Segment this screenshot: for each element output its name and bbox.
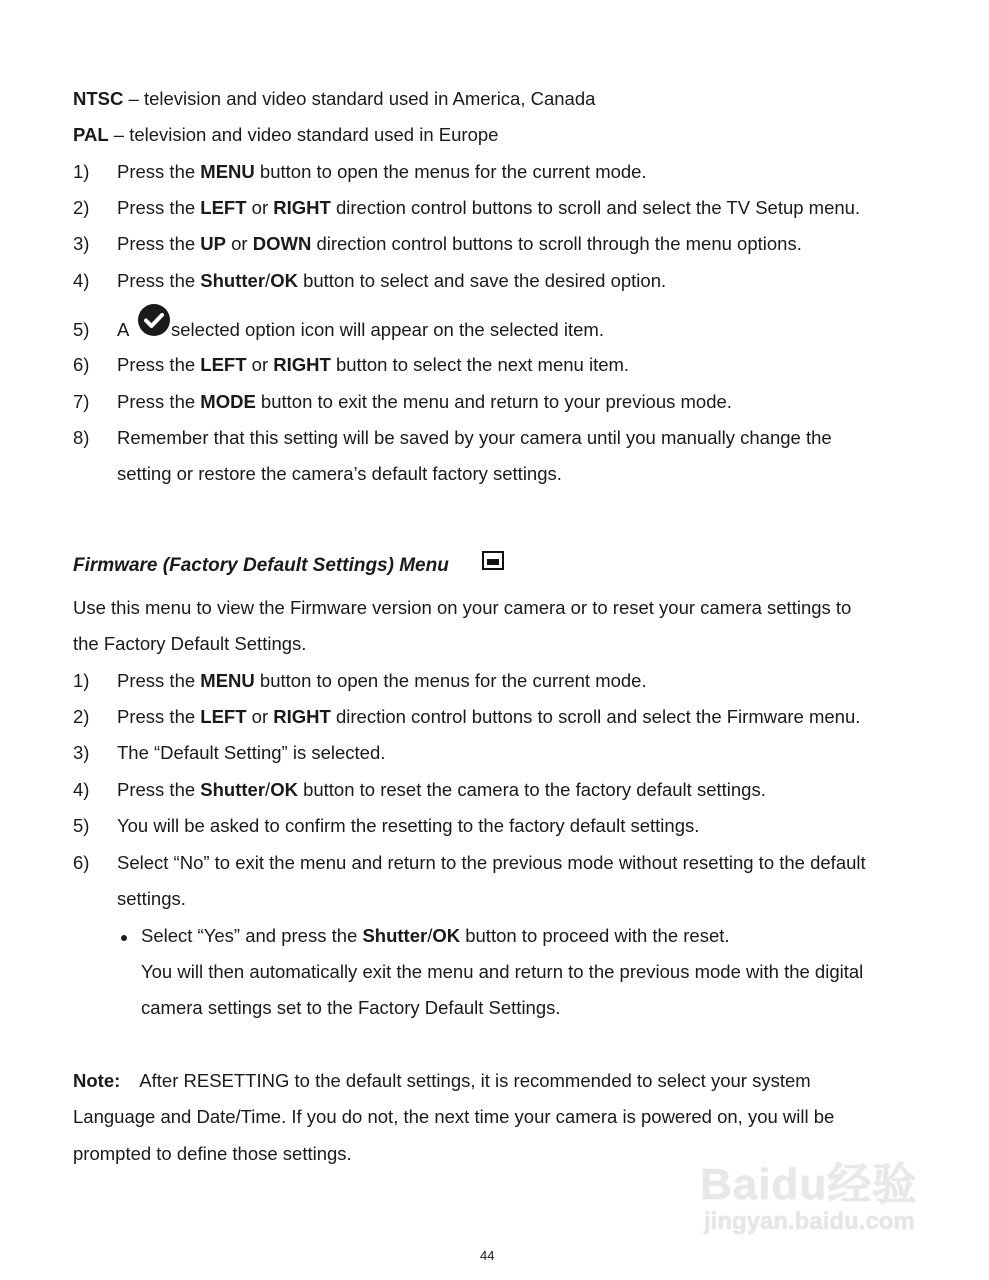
bullet-icon [121,935,127,941]
firmware-menu-icon [482,551,504,570]
firmware-intro-line-2: the Factory Default Settings. [73,633,307,654]
step-text [117,233,802,255]
text: Press the [117,391,201,412]
text: or [246,197,274,218]
note-line-3: prompted to define those settings. [73,1143,352,1164]
step-text: You will be asked to confirm the resetting to the factory default settings. [117,815,700,836]
ok-key: OK [432,925,461,946]
right-key: RIGHT [273,706,331,727]
step-text [117,270,666,292]
step-text: Select “No” to exit the menu and return to the previous mode without resetting to the default [117,852,866,873]
firmware-bullet-line-1 [141,925,730,947]
step-number: 2) [73,706,90,727]
step-number: 7) [73,391,90,412]
shutter-key: Shutter [200,779,266,800]
text: Press the [117,354,201,375]
step-number: 8) [73,427,90,448]
step-article: A [117,319,130,340]
text: button to open the menus for the current mode. [254,670,647,691]
step-number: 6) [73,354,90,375]
note-line-2: Language and Date/Time. If you do not, the next time your camera is powered on, you will be [73,1106,835,1127]
ok-key: OK [270,270,298,291]
menu-key: MENU [200,161,255,182]
pal-definition [73,124,498,146]
text: direction control buttons to scroll and select the TV Setup menu. [330,197,861,218]
text: or [226,233,253,254]
text: / [265,779,271,800]
step-text: The “Default Setting” is selected. [117,742,386,763]
step-number: 3) [73,742,90,763]
left-key: LEFT [200,354,247,375]
firmware-intro-line-1: Use this menu to view the Firmware version on your camera or to reset your camera settings to [73,597,852,618]
step-number: 5) [73,815,90,836]
text: or [246,354,274,375]
text: button to exit the menu and return to your previous mode. [255,391,732,412]
step-number: 5) [73,319,90,340]
shutter-key: Shutter [362,925,428,946]
step-text [117,706,860,728]
step-number: 4) [73,779,90,800]
note-line-1 [73,1070,811,1092]
firmware-step-6-continuation: settings. [117,888,186,909]
pal-description: – television and video standard used in Europe [108,124,499,145]
text: direction control buttons to scroll through the menu options. [311,233,802,254]
step-text [117,670,647,692]
text: Select “Yes” and press the [141,925,363,946]
step-number: 2) [73,197,90,218]
text: Press the [117,706,201,727]
text: direction control buttons to scroll and select the Firmware menu. [330,706,861,727]
ntsc-term: NTSC [73,88,124,109]
step-number: 1) [73,670,90,691]
step-text [117,779,766,801]
step-text [117,354,629,376]
right-key: RIGHT [273,354,331,375]
baidu-watermark [700,1148,940,1248]
text: / [427,925,433,946]
text: button to proceed with the reset. [460,925,730,946]
shutter-key: Shutter [200,270,266,291]
left-key: LEFT [200,706,247,727]
watermark-logo-text: Baidu经验 [700,1160,918,1209]
ntsc-definition [73,88,595,110]
ntsc-description: – television and video standard used in America, Canada [123,88,596,109]
right-key: RIGHT [273,197,331,218]
note-label: Note: [73,1070,121,1091]
firmware-bullet-line-2: You will then automatically exit the menu and return to the previous mode with the digital [141,961,864,982]
text: or [246,706,274,727]
text: / [265,270,271,291]
firmware-heading: Firmware (Factory Default Settings) Menu [73,555,449,576]
text: Press the [117,670,201,691]
step-text [117,161,647,183]
step-text: Remember that this setting will be saved by your camera until you manually change the [117,427,832,448]
note-text: After RESETTING to the default settings, it is recommended to select your system [139,1070,811,1091]
page-number: 44 [480,1248,495,1263]
firmware-bullet-line-3: camera settings set to the Factory Default Settings. [141,997,561,1018]
ok-key: OK [270,779,298,800]
text: Press the [117,161,201,182]
text: button to reset the camera to the factory default settings. [297,779,766,800]
text: Press the [117,270,201,291]
step-number: 4) [73,270,90,291]
menu-key: MENU [200,670,255,691]
text: Press the [117,779,201,800]
left-key: LEFT [200,197,247,218]
up-key: UP [200,233,226,254]
text: button to select the next menu item. [330,354,630,375]
mode-key: MODE [200,391,256,412]
text: Press the [117,197,201,218]
check-circle-icon [138,304,170,336]
step-text [117,197,860,219]
step-text: selected option icon will appear on the selected item. [171,319,604,340]
step-number: 3) [73,233,90,254]
text: button to select and save the desired option. [297,270,667,291]
step-text [117,391,732,413]
text: button to open the menus for the current mode. [254,161,647,182]
text: Press the [117,233,201,254]
down-key: DOWN [252,233,312,254]
tv-step-8-continuation: setting or restore the camera’s default factory settings. [117,463,562,484]
watermark-url: jingyan.baidu.com [704,1208,915,1235]
step-number: 1) [73,161,90,182]
step-number: 6) [73,852,90,873]
pal-term: PAL [73,124,109,145]
